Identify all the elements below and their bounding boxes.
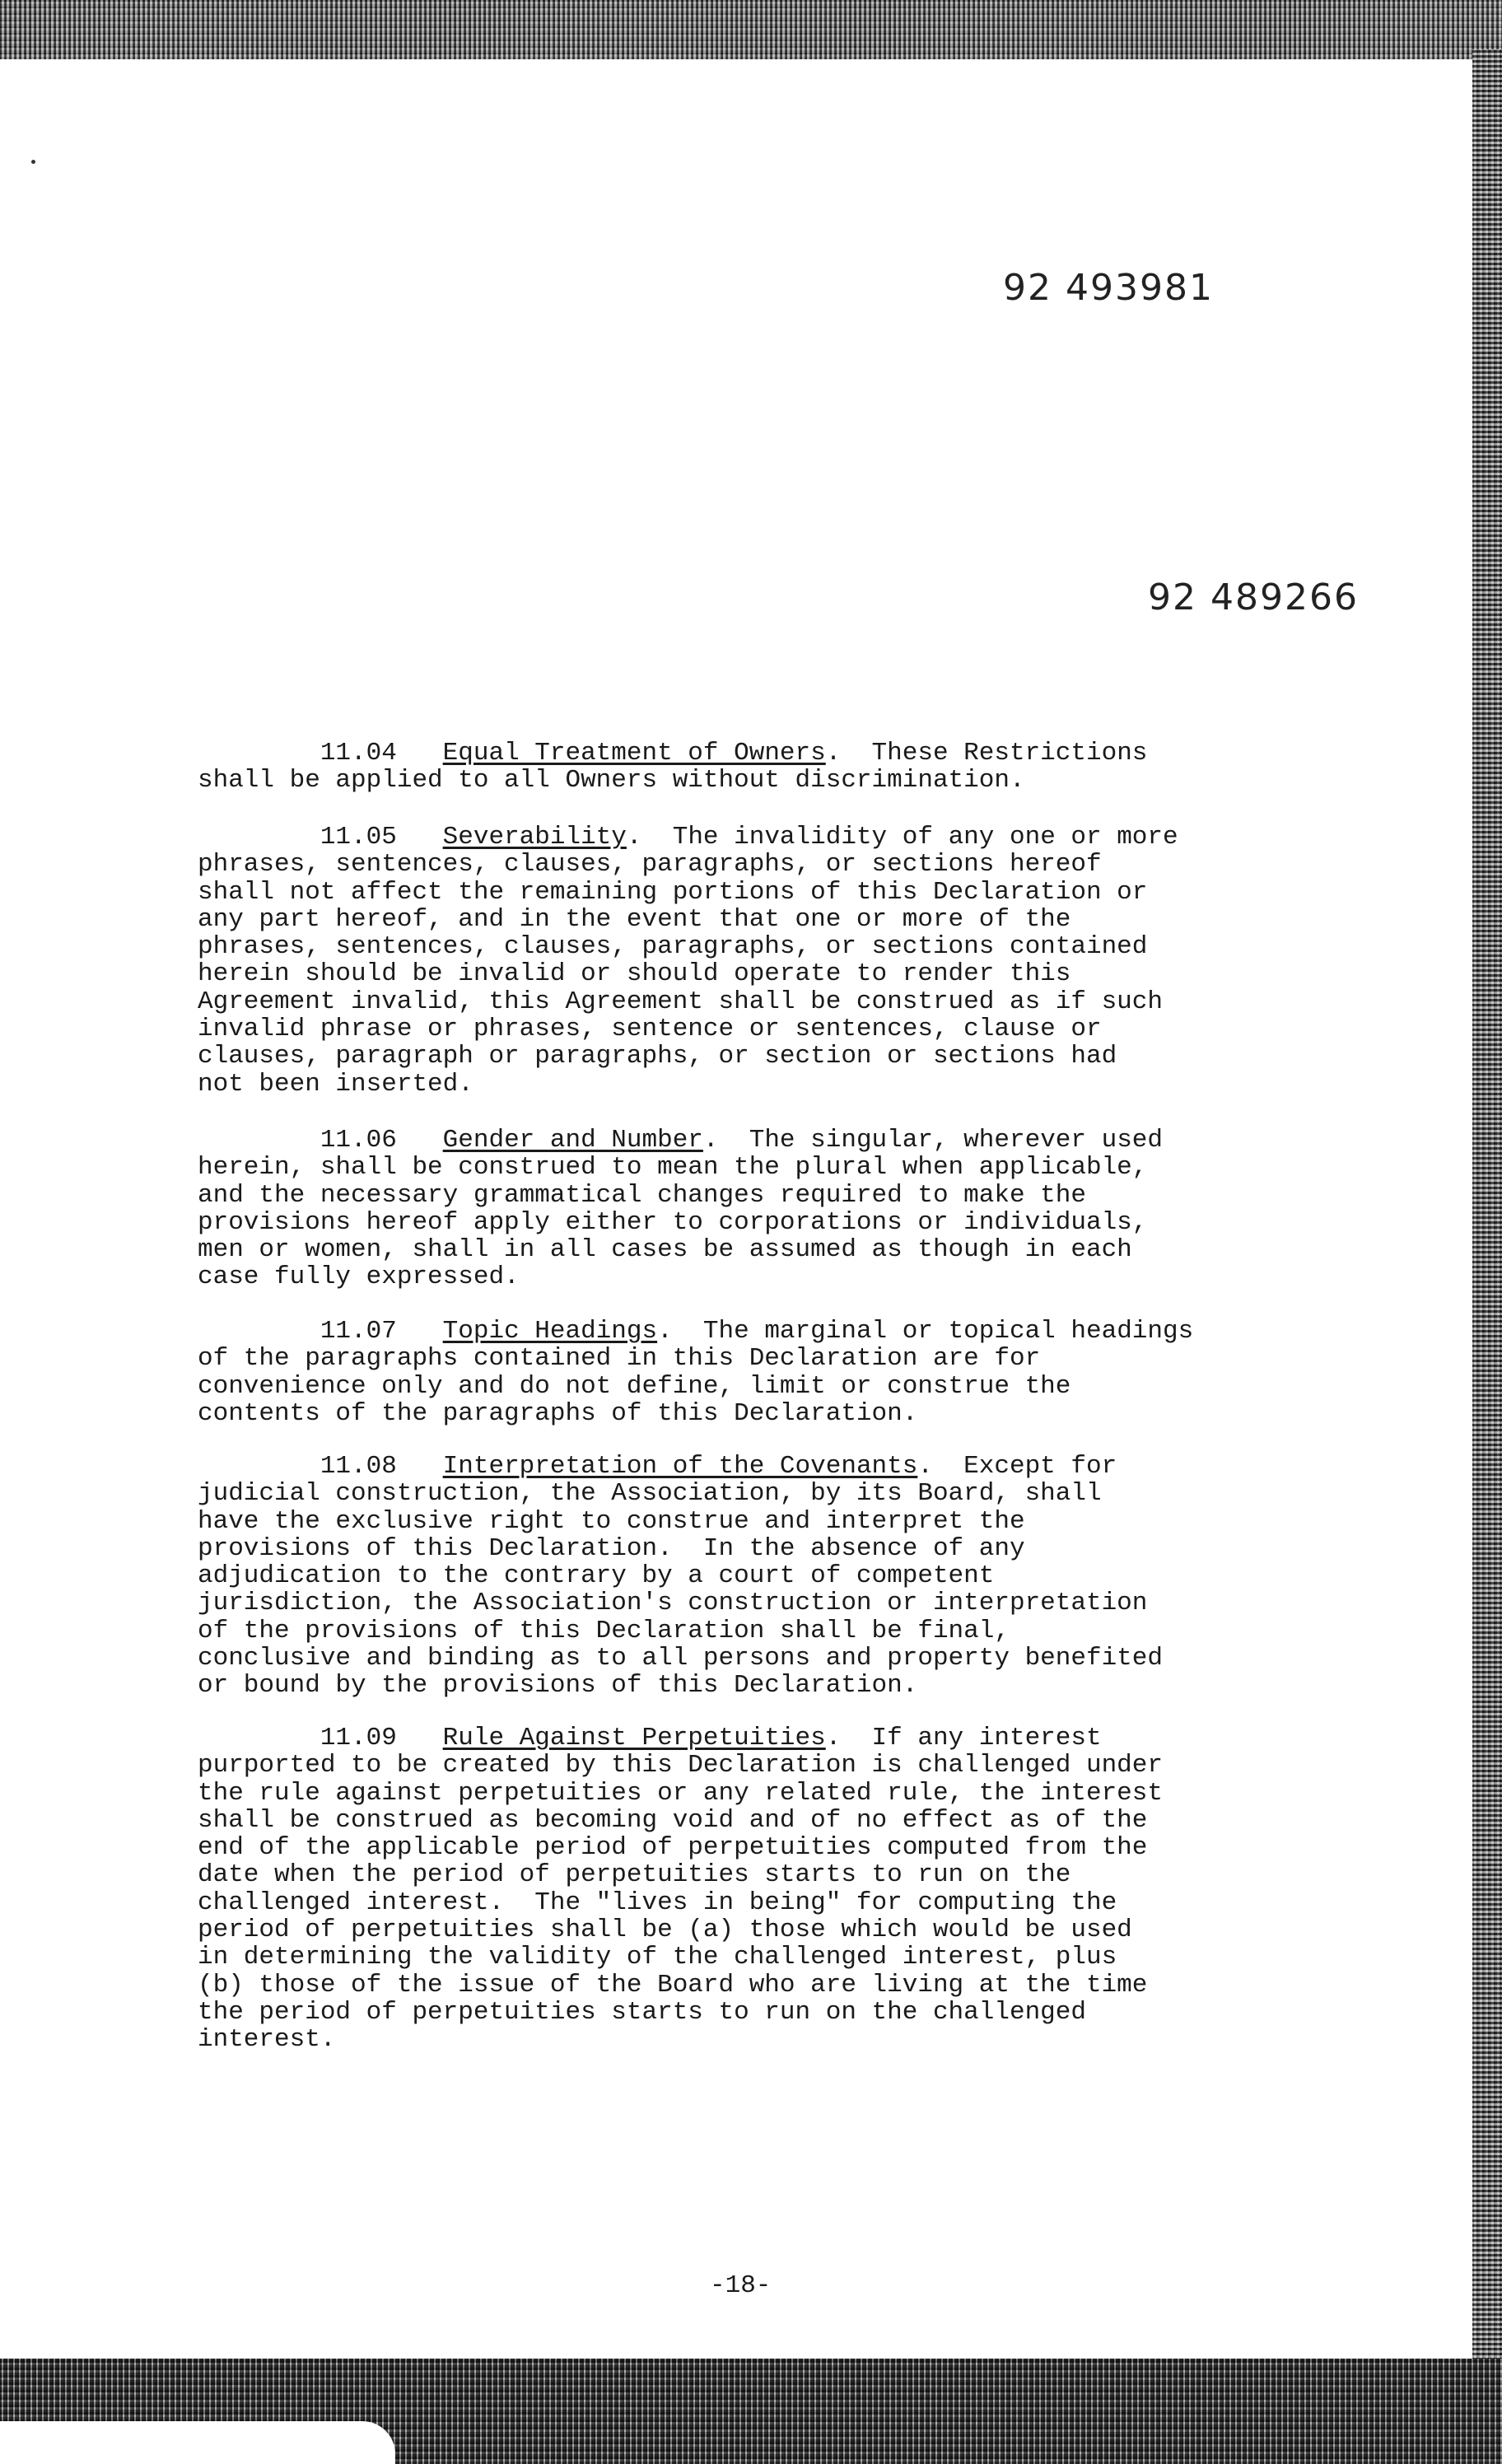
section-text-line: (b) those of the issue of the Board who are living at the time bbox=[198, 1970, 1148, 2000]
section-text-line: period of perpetuities shall be (a) those which would be used bbox=[198, 1916, 1132, 1945]
scan-blank-area bbox=[0, 2421, 395, 2464]
section-text-line: interest. bbox=[198, 2025, 336, 2055]
section-text-line: phrases, sentences, clauses, paragraphs, or sections contained bbox=[198, 932, 1148, 962]
recording-number-stamp: 92 489266 bbox=[1148, 576, 1359, 618]
scan-border-top bbox=[0, 0, 1502, 59]
section-text-line: case fully expressed. bbox=[198, 1262, 520, 1292]
section-text-line: have the exclusive right to construe and interpret the bbox=[198, 1506, 1025, 1536]
section-11-05 bbox=[198, 824, 1350, 1098]
section-heading: Gender and Number bbox=[442, 1126, 703, 1155]
section-first-line bbox=[198, 740, 1350, 767]
section-number: 11.08 bbox=[320, 1452, 397, 1481]
section-text: . The singular, wherever used bbox=[702, 1126, 1164, 1155]
section-11-06 bbox=[198, 1127, 1350, 1291]
section-first-line bbox=[198, 1127, 1350, 1154]
section-text-line: not been inserted. bbox=[198, 1069, 473, 1099]
section-text-line: shall be construed as becoming void and of no effect as of the bbox=[198, 1805, 1148, 1835]
section-text-line: the rule against perpetuities or any related rule, the interest bbox=[198, 1778, 1163, 1808]
section-text-line: in determining the validity of the challenged interest, plus bbox=[198, 1943, 1117, 1972]
section-heading: Severability bbox=[442, 823, 627, 852]
recording-number-stamp: 92 493981 bbox=[1003, 267, 1214, 309]
section-text: . These Restrictions bbox=[825, 739, 1148, 768]
section-first-line bbox=[198, 1318, 1350, 1345]
section-number: 11.05 bbox=[320, 823, 397, 852]
section-text-line: challenged interest. The "lives in being" for computing the bbox=[198, 1888, 1117, 1917]
section-text-line: date when the period of perpetuities starts to run on the bbox=[198, 1860, 1071, 1890]
section-text-line: adjudication to the contrary by a court of competent bbox=[198, 1561, 995, 1591]
section-number: 11.07 bbox=[320, 1317, 397, 1346]
section-text-line: of the paragraphs contained in this Declaration are for bbox=[198, 1344, 1041, 1374]
section-11-09 bbox=[198, 1724, 1350, 2054]
section-text: . The marginal or topical headings bbox=[657, 1317, 1194, 1346]
scan-border-right bbox=[1472, 49, 1502, 2405]
section-11-04 bbox=[198, 740, 1350, 795]
section-first-line bbox=[198, 824, 1350, 851]
section-text-line: conclusive and binding as to all persons and property benefited bbox=[198, 1644, 1163, 1673]
section-text-line: herein should be invalid or should operate to render this bbox=[198, 959, 1071, 989]
section-text-line: herein, shall be construed to mean the plural when applicable, bbox=[198, 1153, 1148, 1183]
section-number: 11.09 bbox=[320, 1724, 397, 1752]
section-text-line: Agreement invalid, this Agreement shall be construed as if such bbox=[198, 987, 1163, 1016]
section-text-line: phrases, sentences, clauses, paragraphs, or sections hereof bbox=[198, 850, 1102, 880]
section-text-line: provisions hereof apply either to corporations or individuals, bbox=[198, 1207, 1148, 1237]
section-text-line: invalid phrase or phrases, sentence or sentences, clause or bbox=[198, 1015, 1102, 1044]
section-heading: Equal Treatment of Owners bbox=[442, 739, 826, 768]
section-first-line bbox=[198, 1453, 1350, 1480]
section-text-line: any part hereof, and in the event that one or more of the bbox=[198, 904, 1071, 934]
section-first-line bbox=[198, 1724, 1350, 1752]
section-11-08 bbox=[198, 1453, 1350, 1700]
section-text-line: and the necessary grammatical changes required to make the bbox=[198, 1180, 1086, 1210]
section-text-line: the period of perpetuities starts to run on the challenged bbox=[198, 1997, 1086, 2027]
section-text-line: clauses, paragraph or paragraphs, or section or sections had bbox=[198, 1042, 1117, 1071]
section-heading: Interpretation of the Covenants bbox=[442, 1452, 918, 1481]
section-text-line: men or women, shall in all cases be assumed as though in each bbox=[198, 1235, 1132, 1265]
section-text-line: of the provisions of this Declaration shall be final, bbox=[198, 1616, 1010, 1645]
section-text-line: purported to be created by this Declaration is challenged under bbox=[198, 1751, 1163, 1780]
section-text: . The invalidity of any one or more bbox=[626, 823, 1178, 852]
section-text: . Except for bbox=[917, 1452, 1117, 1481]
scan-speck bbox=[31, 160, 35, 164]
section-number: 11.04 bbox=[320, 739, 397, 768]
section-text-line: end of the applicable period of perpetuities computed from the bbox=[198, 1833, 1148, 1863]
section-text-line: shall not affect the remaining portions of this Declaration or bbox=[198, 877, 1148, 907]
section-heading: Topic Headings bbox=[442, 1317, 658, 1346]
section-11-07 bbox=[198, 1318, 1350, 1427]
section-text-line: provisions of this Declaration. In the absence of any bbox=[198, 1533, 1025, 1563]
section-heading: Rule Against Perpetuities bbox=[442, 1724, 826, 1752]
section-text-line: convenience only and do not define, limit or construe the bbox=[198, 1371, 1071, 1401]
section-text-line: or bound by the provisions of this Declaration. bbox=[198, 1671, 918, 1701]
section-number: 11.06 bbox=[320, 1126, 397, 1155]
section-text-line: jurisdiction, the Association's construction or interpretation bbox=[198, 1589, 1148, 1618]
section-text-line: shall be applied to all Owners without discrimination. bbox=[198, 766, 1025, 796]
section-text: . If any interest bbox=[825, 1724, 1102, 1752]
section-text-line: contents of the paragraphs of this Declaration. bbox=[198, 1398, 918, 1428]
page-number: -18- bbox=[710, 2271, 772, 2300]
section-text-line: judicial construction, the Association, by its Board, shall bbox=[198, 1479, 1102, 1509]
